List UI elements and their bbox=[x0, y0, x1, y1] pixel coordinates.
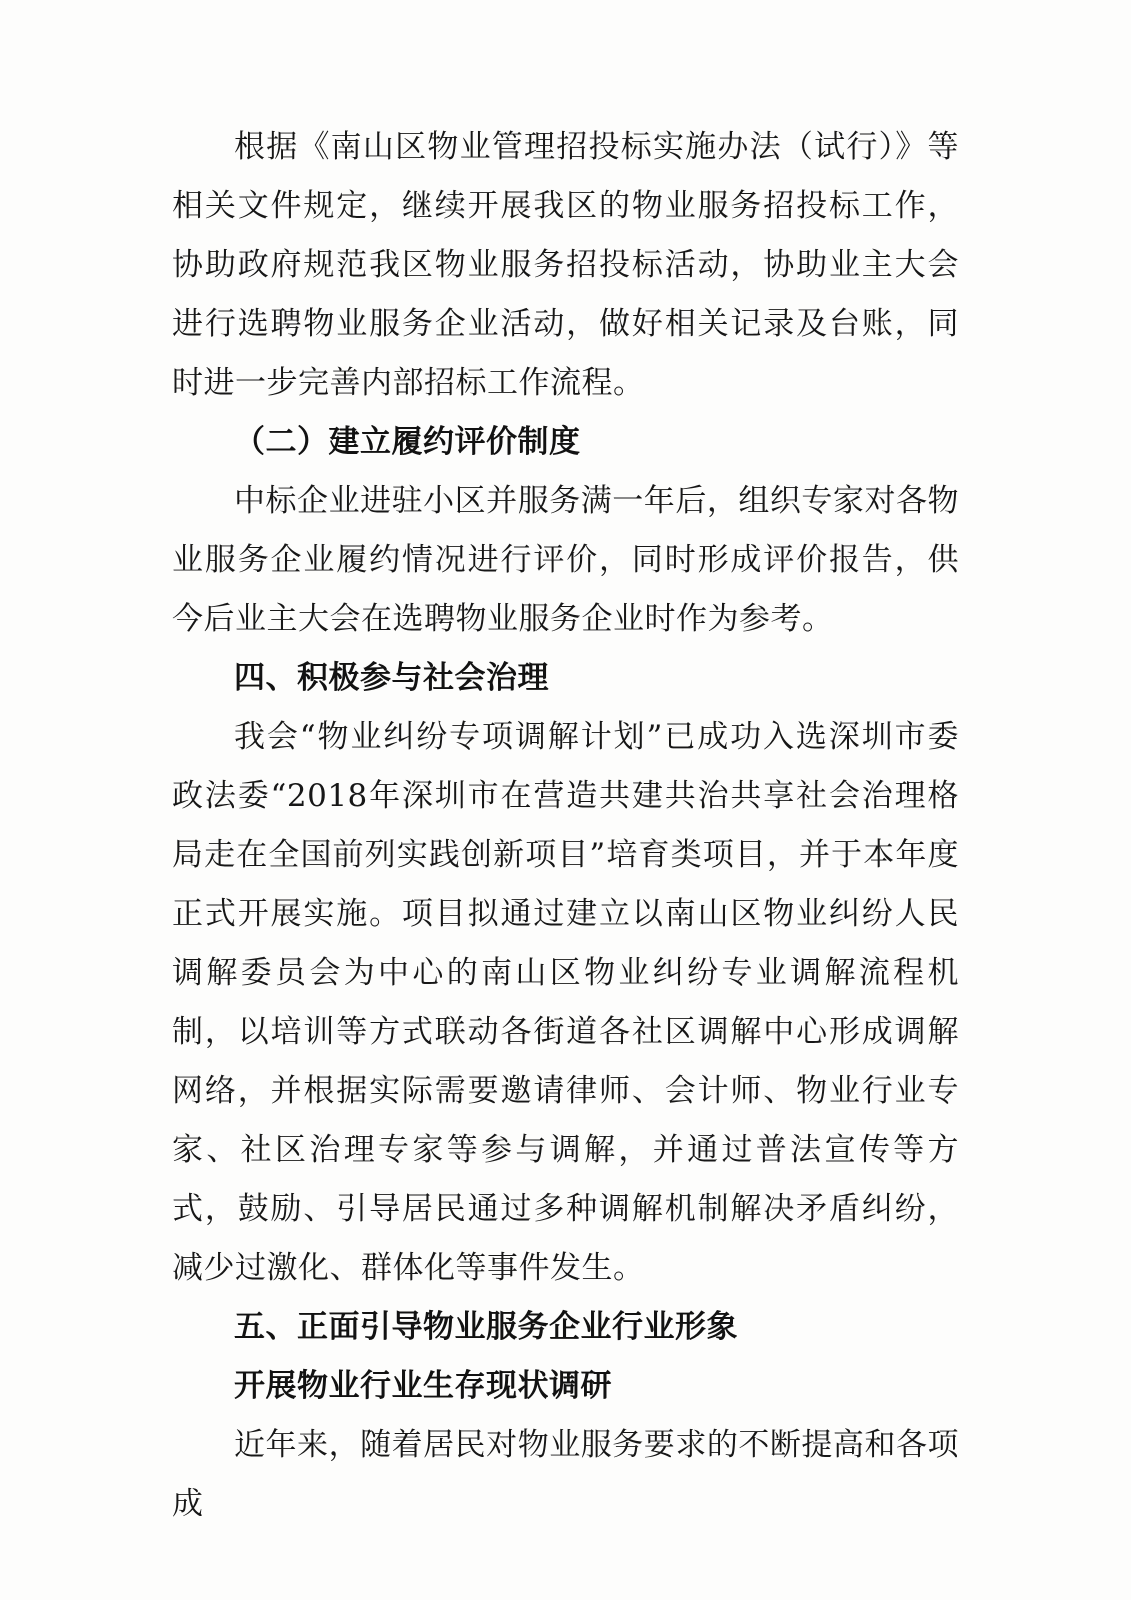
document-body bbox=[172, 118, 959, 1534]
heading-industry-image: 五、正面引导物业服务企业行业形象 bbox=[234, 1309, 738, 1345]
heading-social-governance: 四、积极参与社会治理 bbox=[234, 660, 549, 696]
paragraph-bidding-implementation: 根据《南山区物业管理招投标实施办法（试行）》等相关文件规定，继续开展我区的物业服务招投标工作，协助政府规范我区物业服务招投标活动，协助业主大会进行选聘物业服务企业活动，做好相关记录及台账，同时进一步完善内部招标工作流程。 bbox=[172, 129, 959, 401]
paragraph-social-governance: 我会“物业纠纷专项调解计划”已成功入选深圳市委政法委“2018年深圳市在营造共建共治共享社会治理格局走在全国前列实践创新项目”培育类项目，并于本年度正式开展实施。项目拟通过建立以南山区物业纠纷人民调解委员会为中心的南山区物业纠纷专业调解流程机制，以培训等方式联动各街道各社区调解中心形成调解网络，并根据实际需要邀请律师、会计师、物业行业专家、社区治理专家等参与调解，并通过普法宣传等方式，鼓励、引导居民通过多种调解机制解决矛盾纠纷，减少过激化、群体化等事件发生。 bbox=[172, 719, 959, 1286]
heading-performance-evaluation: （二）建立履约评价制度 bbox=[234, 424, 581, 460]
paragraph-industry-survey: 近年来，随着居民对物业服务要求的不断提高和各项成 bbox=[172, 1427, 959, 1522]
paragraph-performance-evaluation: 中标企业进驻小区并服务满一年后，组织专家对各物业服务企业履约情况进行评价，同时形成评价报告，供今后业主大会在选聘物业服务企业时作为参考。 bbox=[172, 483, 959, 637]
subheading-industry-survey: 开展物业行业生存现状调研 bbox=[234, 1368, 612, 1404]
